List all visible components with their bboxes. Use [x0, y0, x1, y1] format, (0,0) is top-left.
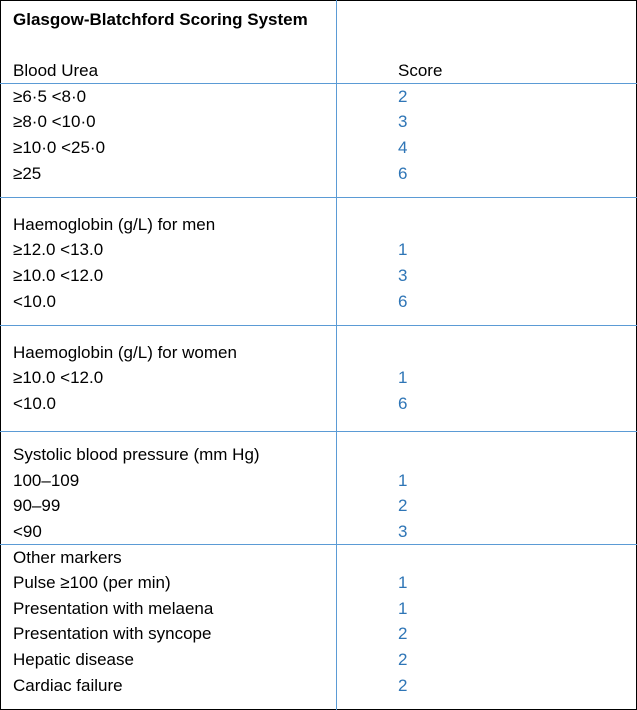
row-divider [0, 544, 637, 545]
row-label: ≥6·5 <8·0 [13, 87, 87, 106]
row-score: 1 [398, 573, 408, 592]
row-score: 1 [398, 368, 408, 387]
section-heading-other-markers: Other markers [13, 548, 122, 567]
row-label: ≥12.0 <13.0 [13, 240, 104, 259]
row-score: 4 [398, 138, 408, 157]
section-heading-blood-urea: Blood Urea [13, 61, 99, 80]
row-divider [0, 197, 637, 198]
row-score: 3 [398, 112, 408, 131]
row-divider [0, 325, 637, 326]
row-label: <10.0 [13, 394, 57, 413]
row-label: ≥10.0 <12.0 [13, 266, 104, 285]
row-label: ≥25 [13, 164, 42, 183]
row-label: 90–99 [13, 496, 61, 515]
row-label: ≥10.0 <12.0 [13, 368, 104, 387]
table-title: Glasgow-Blatchford Scoring System [13, 10, 308, 29]
row-label: ≥10·0 <25·0 [13, 138, 106, 157]
section-heading-systolic-bp: Systolic blood pressure (mm Hg) [13, 445, 260, 464]
row-score: 2 [398, 496, 408, 515]
section-heading-haemoglobin-men: Haemoglobin (g/L) for men [13, 215, 216, 234]
row-score: 2 [398, 676, 408, 695]
row-score: 3 [398, 522, 408, 541]
row-divider [0, 431, 637, 432]
row-score: 1 [398, 599, 408, 618]
row-label: 100–109 [13, 471, 80, 490]
row-score: 2 [398, 624, 408, 643]
column-divider [336, 0, 337, 710]
row-label: Pulse ≥100 (per min) [13, 573, 171, 592]
row-score: 6 [398, 292, 408, 311]
row-label: ≥8·0 <10·0 [13, 112, 96, 131]
row-label: Presentation with syncope [13, 624, 212, 643]
row-label: Presentation with melaena [13, 599, 214, 618]
row-score: 6 [398, 164, 408, 183]
row-score: 2 [398, 87, 408, 106]
section-heading-haemoglobin-women: Haemoglobin (g/L) for women [13, 343, 237, 362]
row-score: 2 [398, 650, 408, 669]
row-score: 6 [398, 394, 408, 413]
row-label: Cardiac failure [13, 676, 123, 695]
score-header: Score [398, 61, 443, 80]
row-score: 3 [398, 266, 408, 285]
row-score: 1 [398, 471, 408, 490]
row-label: <10.0 [13, 292, 57, 311]
row-score: 1 [398, 240, 408, 259]
row-label: <90 [13, 522, 42, 541]
row-divider [0, 83, 637, 84]
row-label: Hepatic disease [13, 650, 134, 669]
